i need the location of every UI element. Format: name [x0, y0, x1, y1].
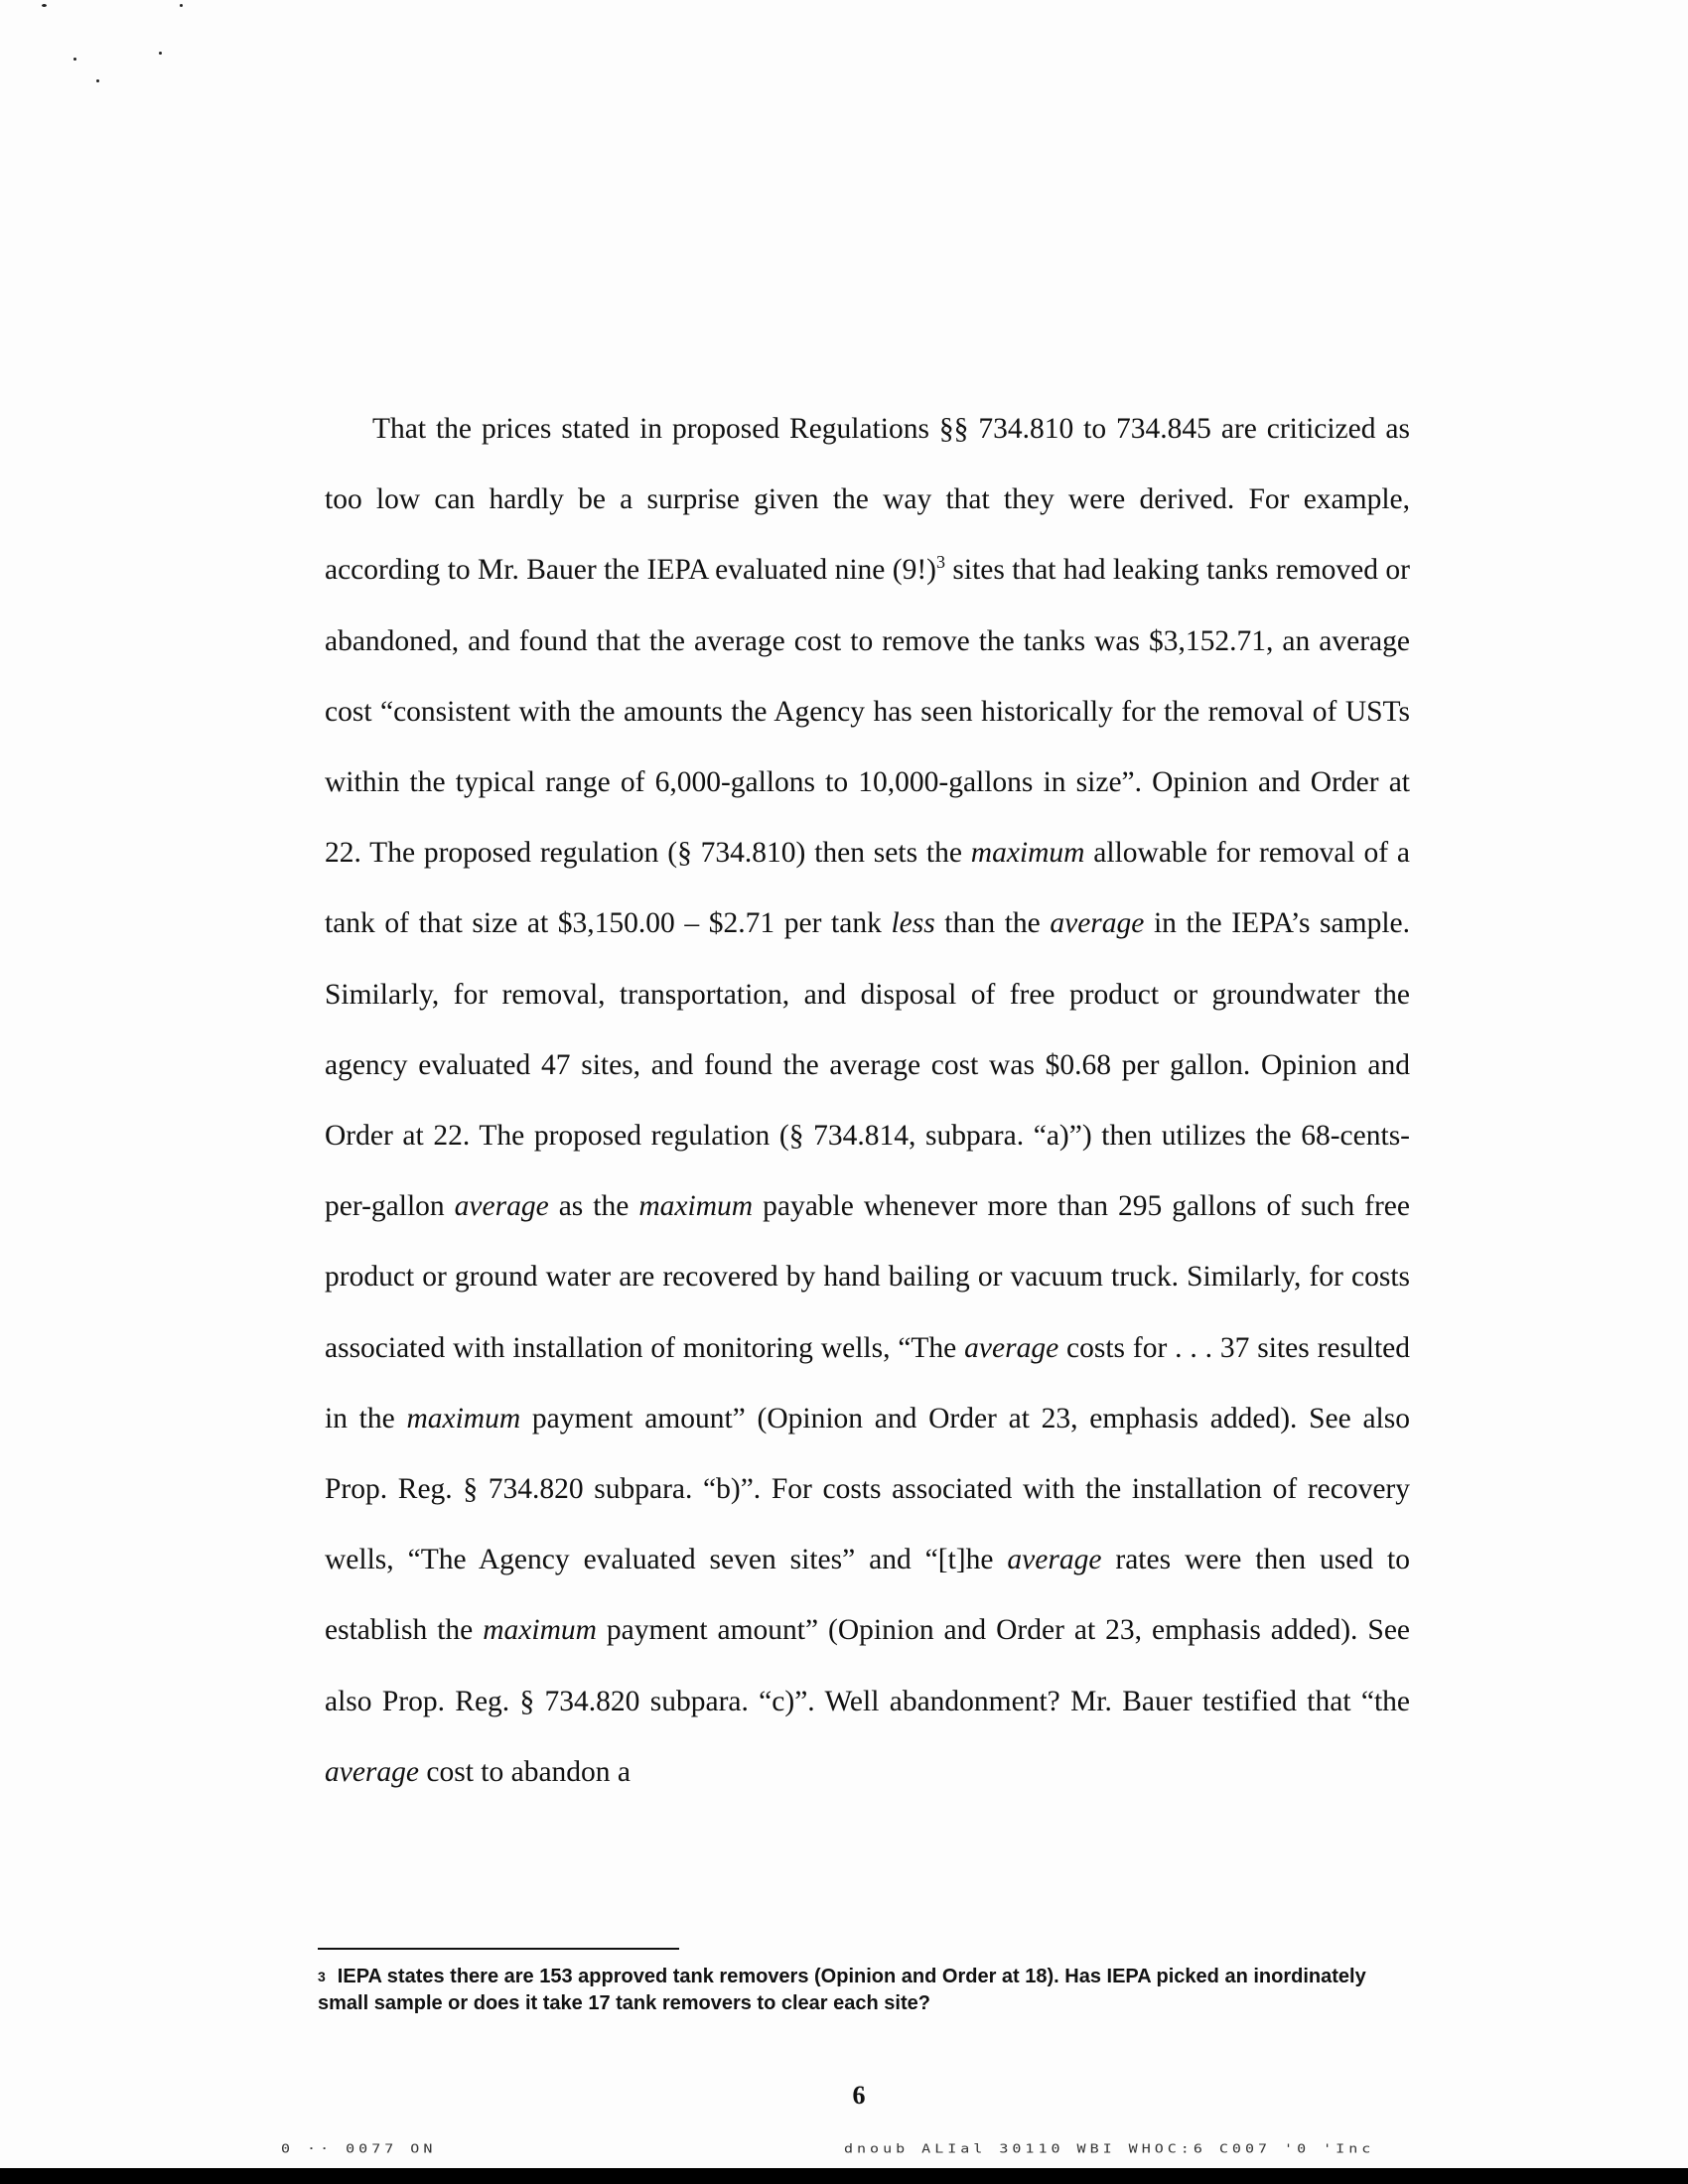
scan-speck	[180, 4, 183, 7]
text-run: payment amount” (Opinion and Order at 23, emphasis added). See also Prop. Reg. § 734.820 subpara. “b)”. For costs associated with the installation of recovery wells, “The Agency evaluated seven sites” and “[t]he	[325, 1402, 1410, 1576]
page-number: 6	[852, 2081, 866, 2110]
footnote-reference: 3	[936, 552, 946, 573]
fax-transmission-header-left: 0 ·· 0077 ON	[281, 2140, 437, 2156]
footnote-text: IEPA states there are 153 approved tank removers (Opinion and Order at 18). Has IEPA picked an inordinately small sample or does it take 17 tank removers to clear each site?	[318, 1966, 1366, 2014]
text-run: allowable for removal of a tank of that size at $3,150.00 – $2.71 per tank	[325, 837, 1410, 940]
footnote-divider	[318, 1948, 679, 1950]
emphasis-maximum: maximum	[483, 1614, 597, 1647]
text-run: rates were then used to establish the	[325, 1544, 1411, 1647]
emphasis-maximum: maximum	[638, 1190, 754, 1223]
scan-speck	[159, 52, 162, 55]
emphasis-average: average	[964, 1331, 1059, 1364]
text-run: payable whenever more than 295 gallons of such free product or ground water are recovered by hand bailing or vacuum truck. Similarly, for costs associated with installation of monitoring wells, “The	[325, 1190, 1410, 1364]
text-run: payment amount” (Opinion and Order at 23, emphasis added). See also Prop. Reg. § 734.820 subpara. “c)”. Well abandonment? Mr. Bauer testified that “the	[325, 1614, 1411, 1717]
text-run: in the IEPA’s sample. Similarly, for removal, transportation, and disposal of free product or groundwater the agency evaluated 47 sites, and found the average cost was $0.68 per gallon. Opinion and Order at 22. The proposed regulation (§ 734.814, subpara. “a)”) then utilizes the 68-cents-per-gallon	[325, 907, 1410, 1223]
emphasis-average: average	[325, 1755, 420, 1788]
text-run: costs for . . . 37 sites resulted in the	[325, 1331, 1410, 1434]
emphasis-average: average	[1007, 1544, 1102, 1576]
emphasis-average: average	[1050, 907, 1145, 940]
emphasis-average: average	[454, 1190, 549, 1223]
emphasis-maximum: maximum	[406, 1402, 521, 1434]
fax-transmission-header-right: dnoub ALIal 30110 WBI WHOC:6 C007 '0 'Inc	[844, 2140, 1375, 2156]
scan-edge-bar	[0, 2168, 1688, 2184]
text-run: as the	[548, 1190, 639, 1223]
footnote	[318, 1964, 1410, 2017]
scan-speck	[96, 79, 99, 82]
scan-speck	[42, 4, 47, 7]
text-run: That the prices stated in proposed Regulations §§ 734.810 to 734.845 are criticized as too low can hardly be a surprise given the way that they were derived. For example, according to Mr. Bauer the IEPA evaluated nine (9!)	[325, 413, 1410, 587]
scan-speck	[73, 58, 76, 61]
emphasis-maximum: maximum	[970, 837, 1085, 870]
footnote-marker: 3	[318, 1969, 326, 1984]
text-run: cost to abandon a	[419, 1755, 632, 1788]
text-run: sites that had leaking tanks removed or abandoned, and found that the average cost to remove the tanks was $3,152.71, an average cost “consistent with the amounts the Agency has seen historically for the removal of USTs within the typical range of 6,000-gallons to 10,000-gallons in size”. Opinion and Order at 22. The proposed regulation (§ 734.810) then sets the	[325, 554, 1410, 870]
emphasis-less: less	[891, 907, 935, 940]
text-run: than the	[934, 907, 1051, 940]
main-paragraph	[325, 394, 1410, 1808]
